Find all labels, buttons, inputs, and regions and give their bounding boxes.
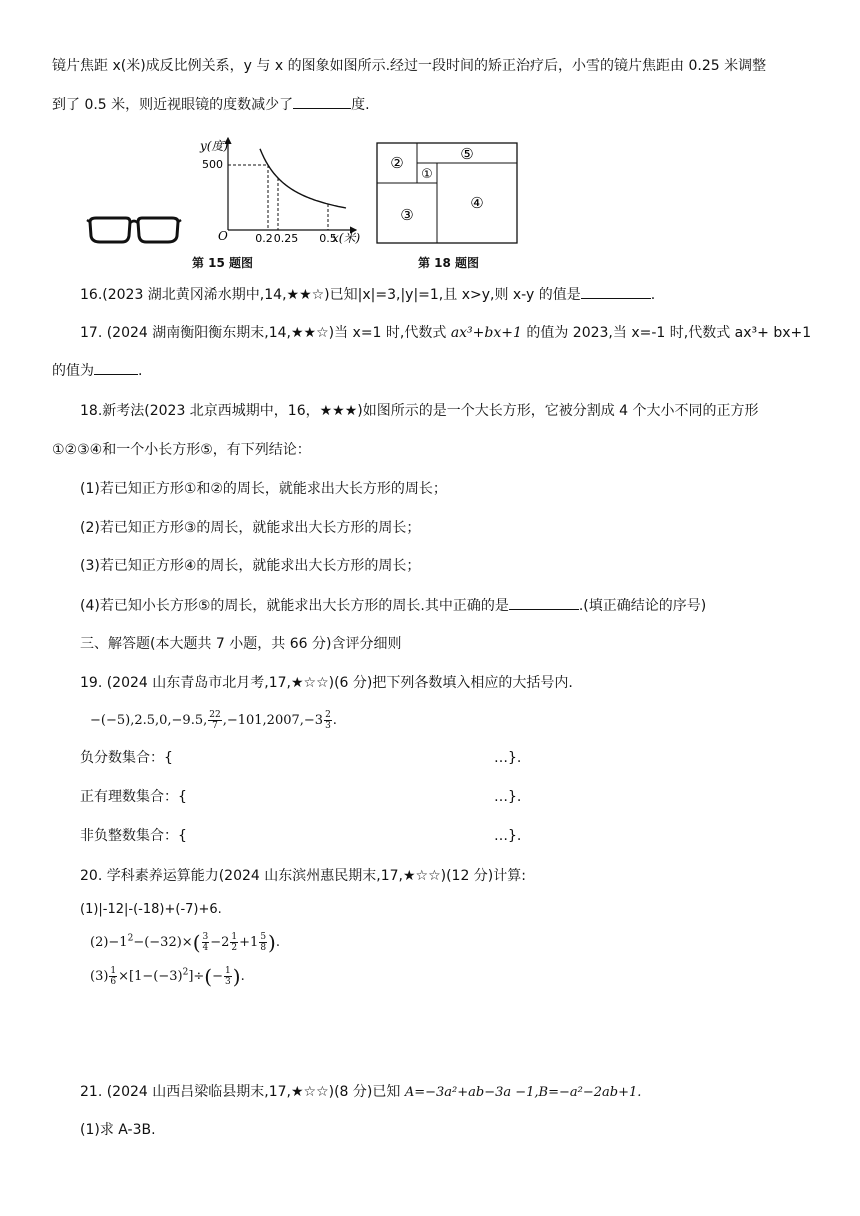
- label-3: ③: [400, 206, 414, 224]
- x-tick-0.5: 0.5: [319, 232, 337, 245]
- q18-c4-text: (4)若已知小长方形⑤的周长，就能求出大长方形的周长.其中正确的是: [80, 598, 509, 614]
- answer-blank[interactable]: [94, 360, 138, 375]
- x-tick-0.2: 0.2: [255, 232, 273, 245]
- q17-line2: [52, 360, 142, 381]
- q17-text-b: 的值为 2023,当 x=-1 时,代数式 ax³+ bx+1: [521, 325, 812, 341]
- fig18-caption: 第 18 题图: [418, 256, 480, 270]
- q17-line1: [80, 323, 811, 343]
- set-end-2: …}.: [494, 789, 522, 805]
- q17-line2-end: .: [138, 363, 143, 379]
- label-1: ①: [421, 167, 433, 182]
- glasses-illustration: [86, 210, 182, 250]
- fig15-graph: [180, 130, 360, 248]
- q15-line2-text: 到了 0.5 米，则近视眼镜的度数减少了: [52, 97, 294, 113]
- label-2: ②: [390, 154, 404, 172]
- q21-title: 21. (2024 山西吕梁临县期末,17,★☆☆)(8 分)已知 A=−3a²+ab−3a −1,B=−a²−2ab+1.: [80, 1084, 642, 1100]
- q15-line2-end: 度.: [351, 97, 370, 113]
- q18-conclusion-3: (3)若已知正方形④的周长，就能求出大长方形的周长；: [80, 558, 421, 574]
- q16-text: 16.(2023 湖北黄冈浠水期中,14,★★☆)已知|x|=3,|y|=1,且 x>y,则 x-y 的值是: [80, 287, 581, 303]
- q19-title: 19. (2024 山东青岛市北月考,17,★☆☆)(6 分)把下列各数填入相应的大括号内.: [80, 675, 573, 691]
- q20-part-2: $(2)-1^2-(-32)\times$( $\frac{3}{4}$ −2 $\frac{1}{2}$ +1 $\frac{5}{8}$ ).: [90, 930, 280, 955]
- x-axis-label: x(米): [332, 231, 360, 245]
- set-end-3: …}.: [494, 828, 522, 844]
- q19-nums-a: −(−5),2.5,0,−9.5,: [90, 713, 208, 728]
- q18-conclusion-1: (1)若已知正方形①和②的周长，就能求出大长方形的周长；: [80, 481, 447, 497]
- q18-line2: ①②③④和一个小长方形⑤，有下列结论：: [52, 442, 311, 458]
- q19-numbers: [90, 710, 337, 731]
- y-axis-label: y(度): [200, 139, 229, 153]
- y-tick-500: 500: [202, 158, 223, 171]
- set-end-1: …}.: [494, 750, 522, 766]
- q18-conclusion-4: [80, 595, 706, 616]
- inverse-curve: [260, 149, 346, 208]
- q19-nums-c: .: [332, 713, 337, 728]
- q20-part-3: (3) $\frac{1}{6}$ $\times[1-(-3)^2]\div(-$ $\frac{1}{3}$ ).: [90, 964, 245, 989]
- q17-text-a: 17. (2024 湖南衡阳衡东期末,14,★★☆)当 x=1 时,代数式: [80, 325, 451, 341]
- q17-line2-text: 的值为: [52, 363, 94, 379]
- label-4: ④: [470, 194, 484, 212]
- q21-part-1: (1)求 A-3B.: [80, 1122, 156, 1138]
- q19-nums-b: ,−101,2007,−3: [222, 713, 324, 728]
- set-negative-fractions: 负分数集合：{: [80, 750, 173, 766]
- q20-title: 20. 学科素养运算能力(2024 山东滨州惠民期末,17,★☆☆)(12 分)计算:: [80, 868, 526, 884]
- q17-expression: ax³+bx+1: [450, 325, 522, 341]
- set-nonnegative-integers: 非负整数集合：{: [80, 828, 187, 844]
- origin-label: O: [218, 229, 228, 243]
- q18-line1: 18.新考法(2023 北京西城期中，16，★★★)如图所示的是一个大长方形，它被分割成 4 个大小不同的正方形: [80, 403, 759, 419]
- answer-blank[interactable]: [581, 284, 651, 299]
- q16-end: .: [650, 287, 656, 303]
- label-5: ⑤: [460, 145, 474, 163]
- q18-conclusion-2: (2)若已知正方形③的周长，就能求出大长方形的周长；: [80, 520, 421, 536]
- fraction-22-7: $\frac{22}{7}$: [209, 710, 221, 731]
- q15-line2: [52, 94, 370, 115]
- answer-blank[interactable]: [509, 595, 579, 610]
- q15-line1: 镜片焦距 x(米)成反比例关系，y 与 x 的图象如图所示.经过一段时间的矫正治疗后，小雪的镜片焦距由 0.25 米调整: [52, 58, 767, 74]
- answer-blank[interactable]: [293, 94, 351, 109]
- fig15-caption: 第 15 题图: [192, 256, 254, 270]
- fig18-diagram: [374, 140, 524, 246]
- fraction-2-3: $\frac{2}{3}$: [325, 710, 331, 731]
- q21-expression: A=−3a²+ab−3a −1,B=−a²−2ab+1.: [404, 1085, 642, 1100]
- q16-line: [80, 284, 655, 305]
- x-tick-0.25: 0.25: [273, 232, 299, 245]
- set-positive-rationals: 正有理数集合：{: [80, 789, 187, 805]
- q20-part-1: (1)|-12|-(-18)+(-7)+6.: [80, 902, 222, 917]
- section-heading: 三、解答题(本大题共 7 小题，共 66 分)含评分细则: [80, 636, 402, 652]
- q18-c4-end: .(填正确结论的序号): [578, 598, 707, 614]
